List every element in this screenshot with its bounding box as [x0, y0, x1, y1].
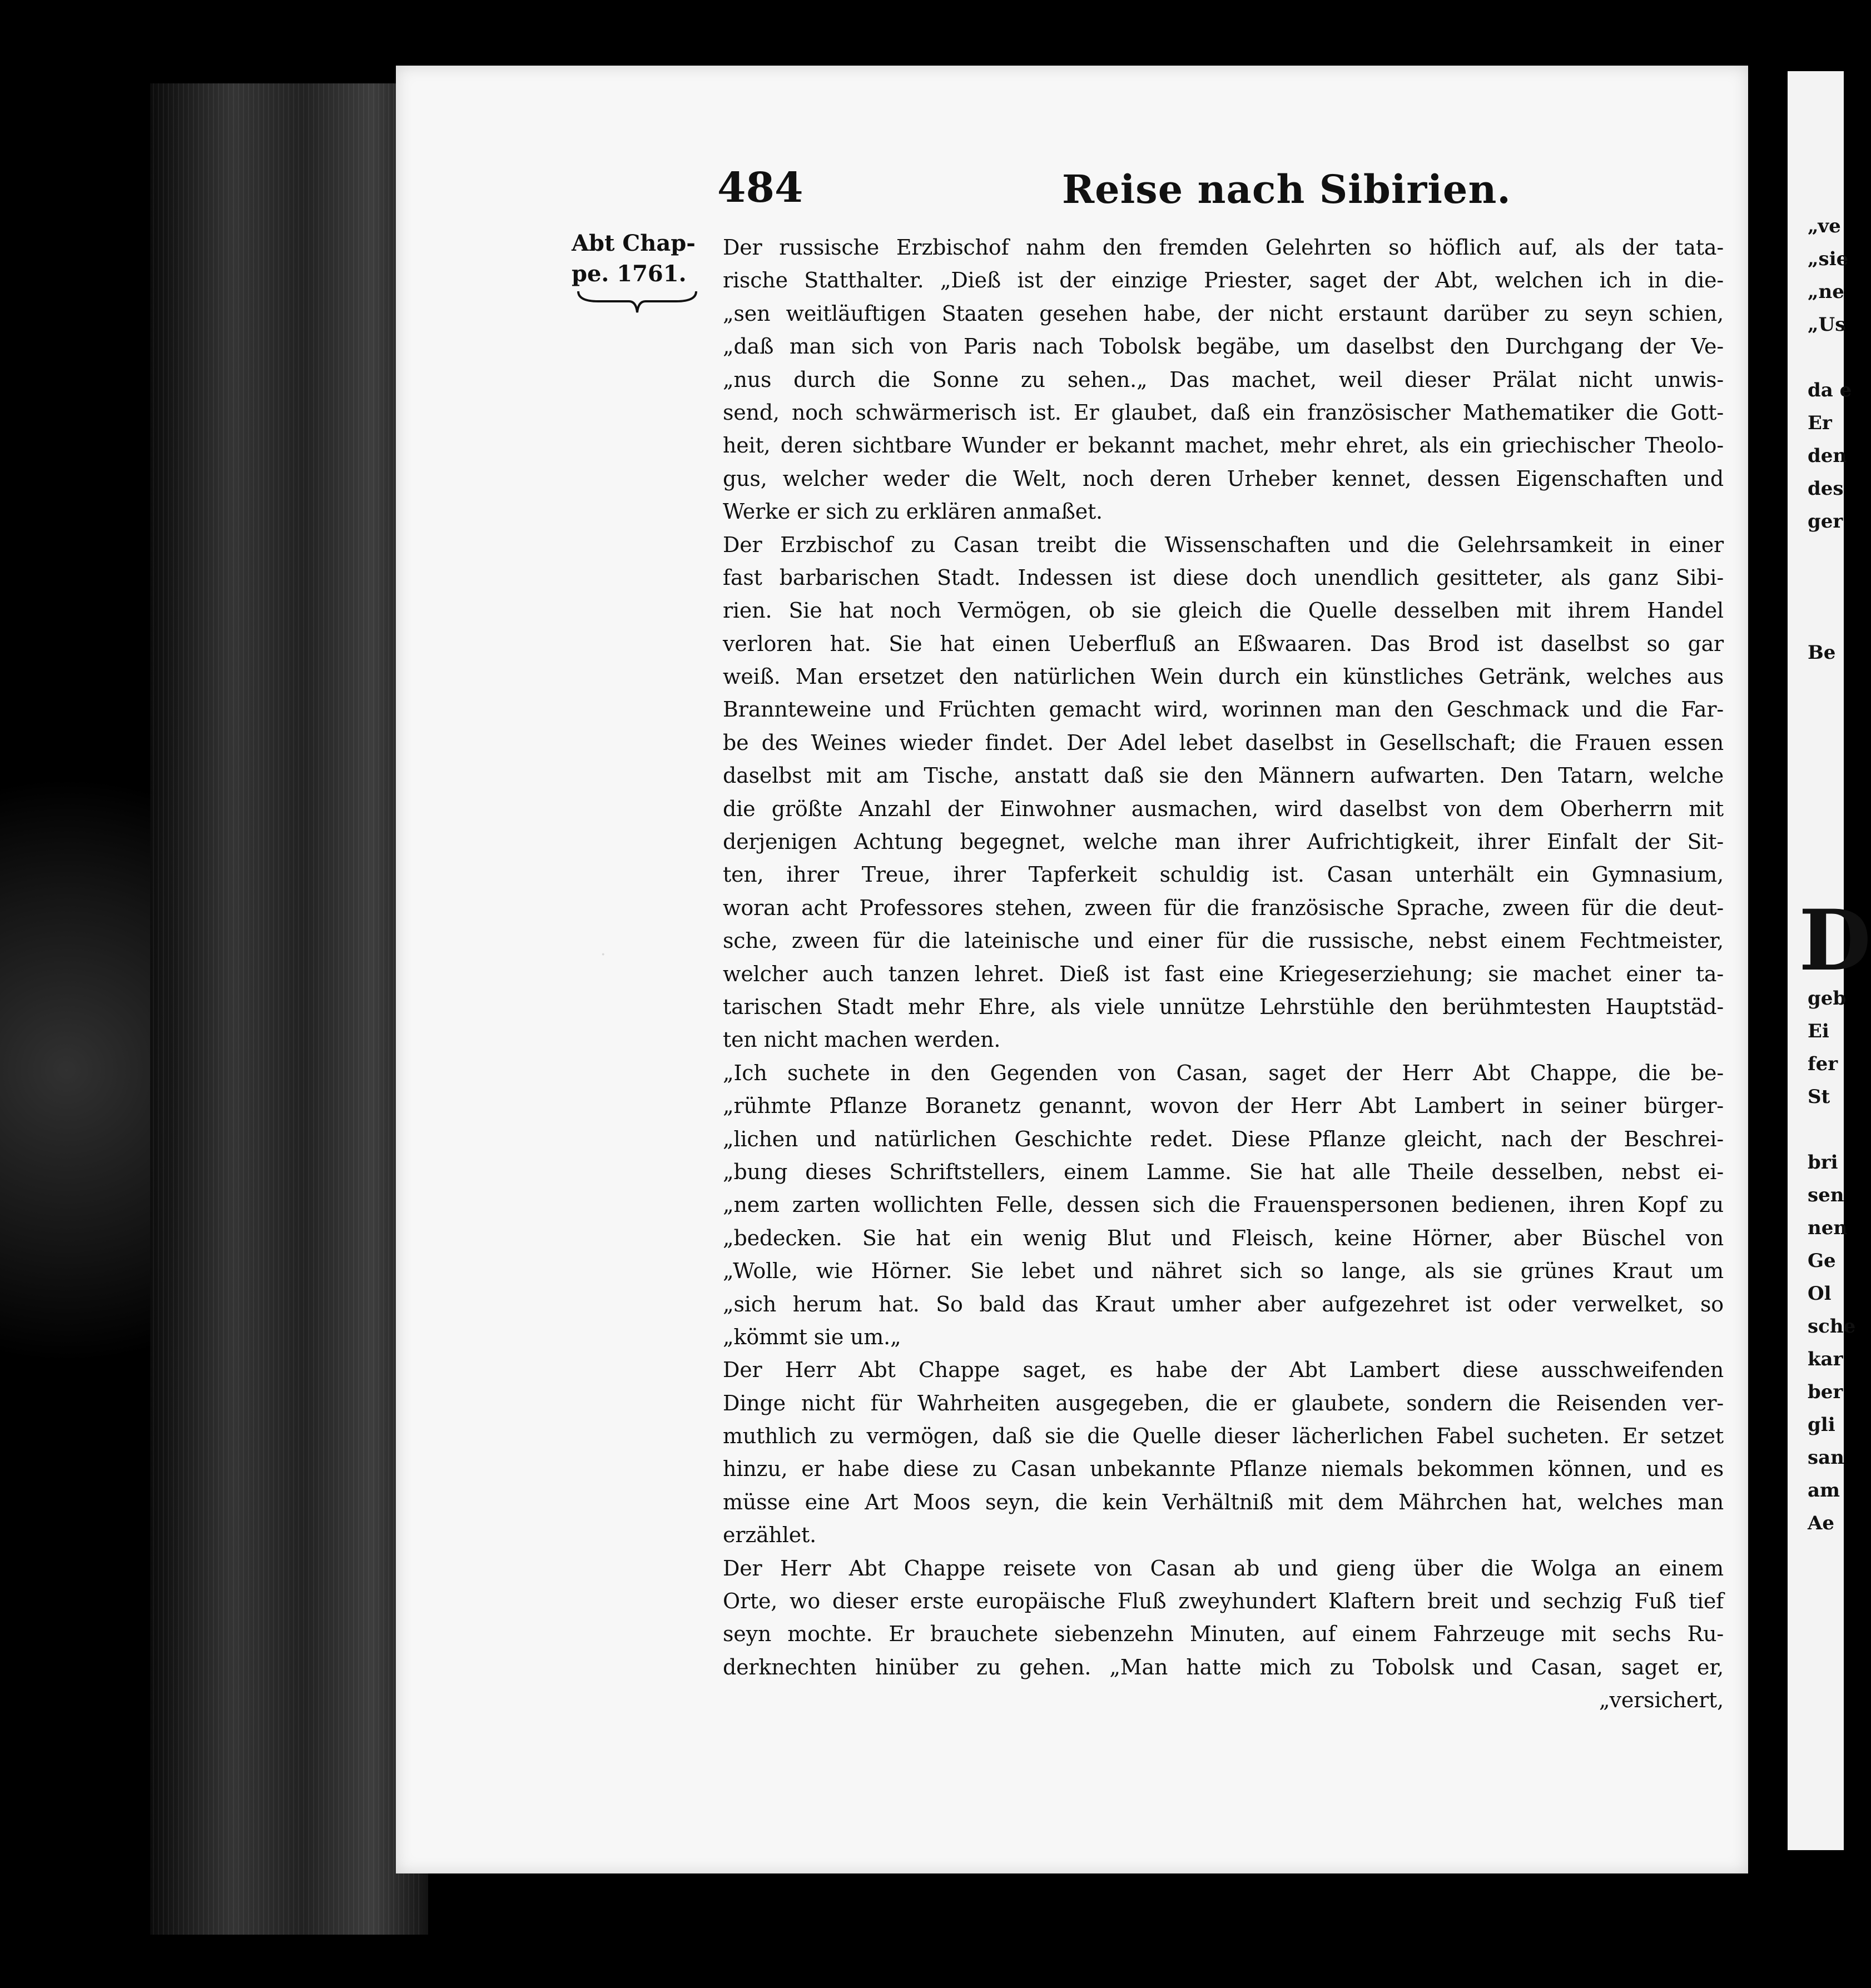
text-line: „nus durch die Sonne zu sehen.„ Das machet, weil dieser Prälat nicht unwis- — [723, 367, 1724, 392]
facing-page-text: „ve — [1808, 215, 1841, 237]
facing-page-text — [1808, 833, 1844, 866]
text-line: Dinge nicht für Wahrheiten ausgegeben, die er glaubete, sondern die Reisenden ver- — [723, 1390, 1724, 1415]
text-line: weiß. Man ersetzet den natürlichen Wein durch ein künstliches Getränk, welches aus — [723, 664, 1724, 689]
facing-page-text: Ol — [1808, 1283, 1832, 1305]
facing-page-text: kar — [1808, 1348, 1843, 1370]
facing-page-text: des — [1808, 478, 1844, 500]
text-line: müsse eine Art Moos seyn, die kein Verhältniß mit dem Mährchen hat, welches man — [723, 1489, 1724, 1514]
facing-page-text: ger — [1808, 510, 1843, 533]
text-line: fast barbarischen Stadt. Indessen ist diese doch unendlich gesitteter, als ganz Sibi- — [723, 565, 1724, 590]
facing-page-text: den — [1808, 445, 1847, 467]
facing-page-text — [1808, 702, 1844, 735]
text-line: hinzu, er habe diese zu Casan unbekannte Pflanze niemals bekommen können, und es — [723, 1457, 1724, 1482]
text-line: Der Herr Abt Chappe saget, es habe der Abt Lambert diese ausschweifenden — [723, 1358, 1724, 1383]
text-line: Der Herr Abt Chappe reisete von Casan ab und gieng über die Wolga an einem — [723, 1555, 1724, 1581]
text-line: „sen weitläuftigen Staaten gesehen habe, der nicht erstaunt darüber zu seyn schien, — [723, 301, 1724, 326]
facing-page-text: nen — [1808, 1217, 1848, 1239]
text-line: ten nicht machen werden. — [723, 1027, 1001, 1052]
facing-page-text: Ae — [1808, 1512, 1835, 1534]
facing-page-text — [1808, 669, 1844, 702]
text-line: tarischen Stadt mehr Ehre, als viele unnütze Lehrstühle den berühmtesten Hauptstäd- — [723, 994, 1724, 1019]
body-text — [723, 231, 1724, 1717]
facing-page-text: ber — [1808, 1381, 1843, 1403]
margin-note-line: Abt Chap- — [572, 230, 696, 256]
text-line: be des Weines wieder findet. Der Adel lebet daselbst in Gesellschaft; die Frauen essen — [723, 730, 1724, 755]
page-edge-lines — [153, 83, 420, 1935]
facing-page-text: sche — [1808, 1315, 1856, 1338]
facing-page-text: geb — [1808, 987, 1847, 1010]
margin-note-line: pe. 1761. — [572, 261, 687, 287]
text-line: „Ich suchete in den Gegenden von Casan, saget der Herr Abt Chappe, die be- — [723, 1060, 1724, 1085]
text-line: ten, ihrer Treue, ihrer Tapferkeit schuldig ist. Casan unterhält ein Gymnasium, — [723, 862, 1724, 887]
text-line: „bung dieses Schriftstellers, einem Lamme. Sie hat alle Theile desselben, nebst ei- — [723, 1159, 1724, 1184]
text-line: „lichen und natürlichen Geschichte redet. Diese Pflanze gleicht, nach der Beschrei- — [723, 1126, 1724, 1151]
facing-page-text: gli — [1808, 1414, 1835, 1436]
facing-page-text: „sie — [1808, 248, 1849, 270]
text-line: verloren hat. Sie hat einen Ueberfluß an Eßwaaren. Das Brod ist daselbst so gar — [723, 631, 1724, 656]
text-line: „sich herum hat. So bald das Kraut umher aber aufgezehret ist oder verwelket, so — [723, 1291, 1724, 1316]
text-line: „Wolle, wie Hörner. Sie lebet und nähret sich so lange, als sie grünes Kraut um — [723, 1259, 1724, 1284]
text-line: rien. Sie hat noch Vermögen, ob sie gleich die Quelle desselben mit ihrem Handel — [723, 598, 1724, 623]
text-line: die größte Anzahl der Einwohner ausmachen, wird daselbst von dem Oberherrn mit — [723, 796, 1724, 821]
facing-page-text — [1808, 604, 1844, 637]
facing-page-text — [1808, 538, 1844, 571]
margin-brace — [576, 289, 698, 315]
text-line: Der russische Erzbischof nahm den fremden Gelehrten so höflich auf, als der tata- — [723, 235, 1724, 260]
facing-page-text — [1808, 341, 1844, 374]
facing-page-text: Er — [1808, 412, 1832, 434]
text-line: erzählet. — [723, 1523, 816, 1548]
facing-page-text: Ge — [1808, 1250, 1836, 1272]
facing-page-text — [1808, 735, 1844, 768]
text-line: „rühmte Pflanze Boranetz genannt, wovon der Herr Abt Lambert in seiner bürger- — [723, 1094, 1724, 1119]
page-number: 484 — [717, 164, 803, 212]
text-line: Brannteweine und Früchten gemacht wird, worinnen man den Geschmack und die Far- — [723, 697, 1724, 722]
facing-page-fragment — [1788, 71, 1871, 1850]
facing-page-text: „ne — [1808, 281, 1844, 303]
facing-page-text — [1808, 571, 1844, 604]
facing-page-text: am — [1808, 1479, 1840, 1502]
text-line: seyn mochte. Er brauchete siebenzehn Minuten, auf einem Fahrzeuge mit sechs Ru- — [723, 1622, 1724, 1647]
catchword: „versichert, — [1599, 1688, 1724, 1713]
facing-page-text: sen — [1808, 1184, 1844, 1206]
text-line: woran acht Professores stehen, zween für die französische Sprache, zween für die deut- — [723, 895, 1724, 920]
text-line: daselbst mit am Tische, anstatt daß sie den Männern aufwarten. Den Tatarn, welche — [723, 763, 1724, 788]
text-line: Orte, wo dieser erste europäische Fluß zweyhundert Klaftern breit und sechzig Fuß tief — [723, 1589, 1724, 1614]
running-title: Reise nach Sibirien. — [1062, 166, 1511, 212]
text-line: „kömmt sie um.„ — [723, 1324, 901, 1349]
facing-page-text: da e — [1808, 379, 1852, 401]
facing-page-text: san — [1808, 1447, 1844, 1469]
text-line: gus, welcher weder die Welt, noch deren Urheber kennet, dessen Eigenschaften und — [723, 466, 1724, 491]
text-line: Werke er sich zu erklären anmaßet. — [723, 499, 1103, 524]
text-line: „bedecken. Sie hat ein wenig Blut und Fleisch, keine Hörner, aber Büschel von — [723, 1225, 1724, 1250]
facing-page-text — [1808, 768, 1844, 801]
facing-page-text: D — [1799, 892, 1871, 990]
text-line: derjenigen Achtung begegnet, welche man ihrer Aufrichtigkeit, ihrer Einfalt der Sit- — [723, 829, 1724, 854]
text-line: Der Erzbischof zu Casan treibt die Wissenschaften und die Gelehrsamkeit in einer — [723, 532, 1724, 557]
facing-page-text: Be — [1808, 642, 1836, 664]
facing-page-text: „Us — [1808, 314, 1846, 336]
text-line: rische Statthalter. „Dieß ist der einzige Priester, saget der Abt, welchen ich in die- — [723, 268, 1724, 293]
facing-page-text — [1808, 801, 1844, 833]
text-line: heit, deren sichtbare Wunder er bekannt machet, mehr ehret, als ein griechischer Theolo- — [723, 433, 1724, 458]
text-line: „daß man sich von Paris nach Tobolsk begäbe, um daselbst den Durchgang der Ve- — [723, 334, 1724, 359]
bleed-through-mark: · — [600, 945, 606, 965]
facing-page-text: bri — [1808, 1151, 1838, 1174]
text-line: muthlich zu vermögen, daß sie die Quelle dieser lächerlichen Fabel sucheten. Er setzet — [723, 1424, 1724, 1449]
dark-margin-area — [0, 695, 167, 1445]
facing-page-text: Ei — [1808, 1020, 1829, 1042]
text-line: send, noch schwärmerisch ist. Er glaubet, daß ein französischer Mathematiker die Gott- — [723, 400, 1724, 425]
facing-page-text: fer — [1808, 1053, 1838, 1075]
text-line: welcher auch tanzen lehret. Dieß ist fast eine Kriegeserziehung; sie machet einer ta- — [723, 961, 1724, 986]
page-header — [717, 164, 1607, 225]
text-line: derknechten hinüber zu gehen. „Man hatte mich zu Tobolsk und Casan, saget er, — [723, 1654, 1724, 1679]
facing-page-text — [1808, 1114, 1844, 1146]
facing-page-text: St — [1808, 1086, 1830, 1108]
margin-note — [572, 228, 705, 289]
text-line: „nem zarten wollichten Felle, dessen sich die Frauenspersonen bedienen, ihren Kopf zu — [723, 1192, 1724, 1217]
text-line: sche, zween für die lateinische und einer für die russische, nebst einem Fechtmeister, — [723, 928, 1724, 953]
